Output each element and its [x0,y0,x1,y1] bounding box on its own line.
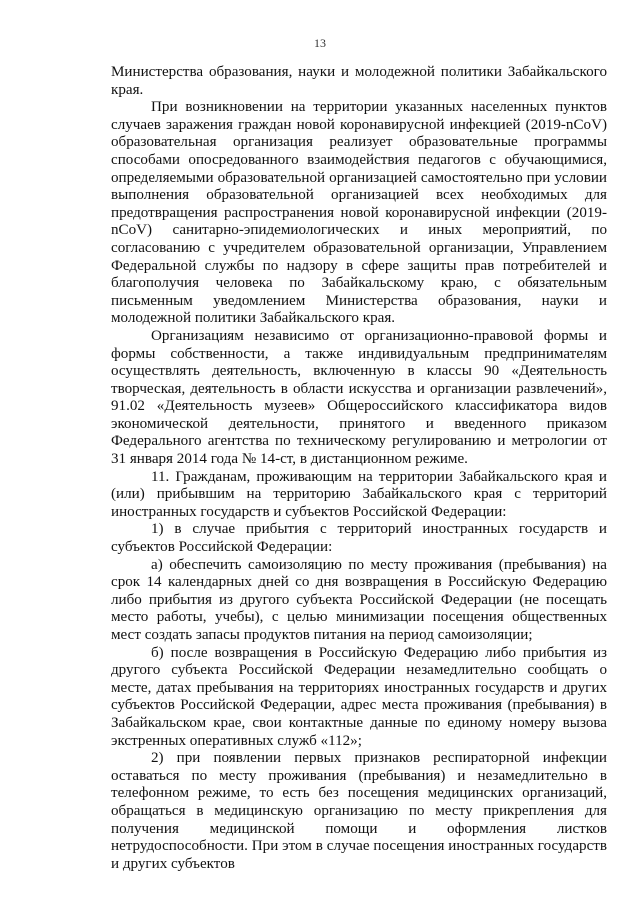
paragraph-1: При возникновении на территории указанных населенных пунктов случаев заражения граждан новой коронавирусной инфекцией (2019-nCoV) образовательная организация реализует образовательные программы способами опосредованного взаимодействия педагогов с обучающимися, определяемыми образовательной организацией самостоятельно при условии выполнения образовательной организацией всех необходимых для предотвращения распространения новой коронавирусной инфекции (2019-nCoV) санитарно-эпидемиологических и иных мероприятий, по согласованию с учредителем образовательной организации, Управлением Федеральной службы по надзору в сфере защиты прав потребителей и благополучия человека по Забайкальскому краю, с обязательным письменным уведомлением Министерства образования, науки и молодежной политики Забайкальского края. [111,99,607,327]
paragraph-4: 1) в случае прибытия с территорий иностранных государств и субъектов Российской Федерации: [111,521,607,556]
paragraph-2: Организациям независимо от организационно-правовой формы и формы собственности, а также индивидуальным предпринимателям осуществлять деятельность, включенную в классы 90 «Деятельность творческая, деятельность в области искусства и организации развлечений», 91.02 «Деятельность музеев» Общероссийского классификатора видов экономической деятельности, принятого и введенного приказом Федерального агентства по техническому регулированию и метрологии от 31 января 2014 года № 14-ст, в дистанционном режиме. [111,327,607,468]
paragraph-continuation: Министерства образования, науки и молодежной политики Забайкальского края. [111,64,607,98]
page-number: 13 [314,36,326,50]
paragraph-6: б) после возвращения в Российскую Федерацию либо прибытия из другого субъекта Российской Федерации незамедлительно сообщать о месте, датах пребывания на территориях иностранных государств и других субъектов Российской Федерации, адрес места проживания (пребывания) в Забайкальском крае, свои контактные данные по единому номеру вызова экстренных оперативных служб «112»; [111,644,607,749]
document-body [111,64,607,873]
paragraph-7: 2) при появлении первых признаков респираторной инфекции оставаться по месту проживания (пребывания) и незамедлительно в телефонном режиме, то есть без посещения медицинских организаций, обращаться в медицинскую организацию по месту прикрепления для получения медицинской помощи и оформления листков нетрудоспособности. При этом в случае посещения иностранных государств и других субъектов [111,750,607,872]
paragraph-5: а) обеспечить самоизоляцию по месту проживания (пребывания) на срок 14 календарных дней со дня возвращения в Российскую Федерацию либо прибытия из другого субъекта Российской Федерации (не посещать место работы, учебы), с целью минимизации посещения общественных мест создать запасы продуктов питания на период самоизоляции; [111,556,607,643]
paragraph-3: 11. Гражданам, проживающим на территории Забайкальского края и (или) прибывшим на территорию Забайкальского края с территорий иностранных государств и субъектов Российской Федерации: [111,468,607,520]
